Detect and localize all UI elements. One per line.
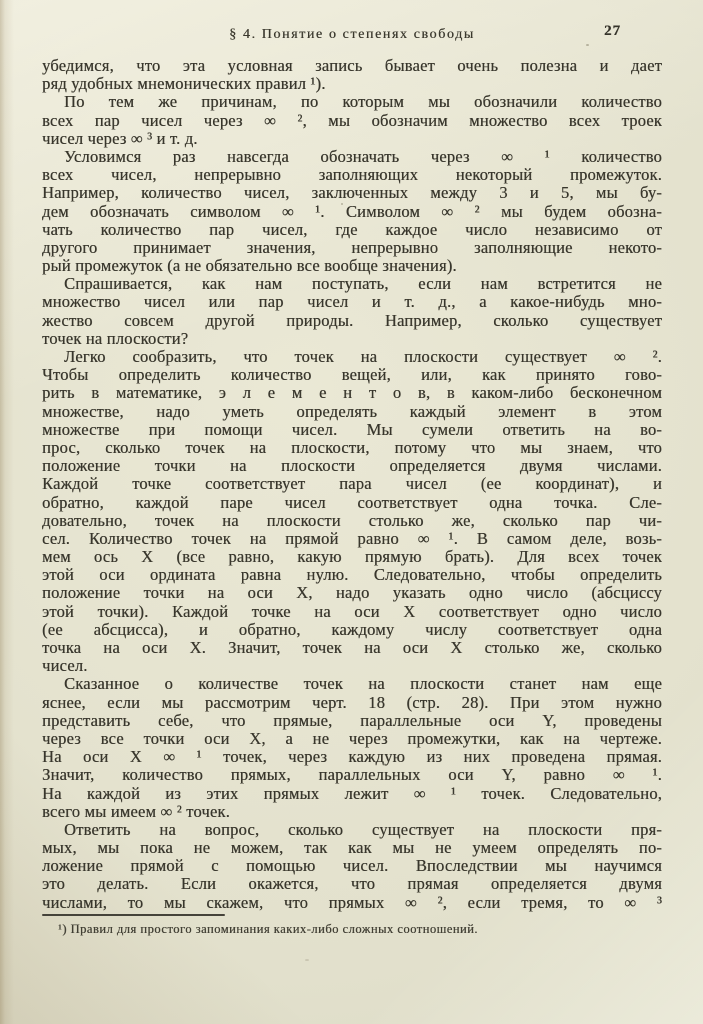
- paragraph: [42, 57, 662, 93]
- text-line: Легко сообразить, что точек на плоскости существует ∞ ².: [64, 348, 662, 366]
- text-line: представить себе, что прямые, параллельные оси Y, проведены: [42, 711, 662, 730]
- text-line: жество совсем другой природы. Например, сколько существует: [42, 311, 662, 330]
- paragraph: [42, 148, 662, 275]
- text-line: рить в математике, э л е м е н т о в, в каком-либо бесконечном: [42, 384, 662, 403]
- text-line: обратно, каждой паре чисел соответствует одна точка. Сле-: [42, 493, 662, 512]
- text-line: убедимся, что эта условная запись бывает очень полезна и дает: [42, 57, 662, 75]
- text-line: сел. Количество точек на прямой равно ∞ ¹. В самом деле, возь-: [42, 529, 662, 548]
- page-body: [42, 57, 662, 912]
- paragraph: [42, 675, 662, 821]
- paragraph: [42, 93, 662, 148]
- text-line: прос, сколько точек на плоскости, потому что мы знаем, что: [42, 438, 662, 457]
- text-line: через все точки оси X, а не через промежутки, как на чертеже.: [42, 729, 662, 748]
- text-line: чать количество пар чисел, где каждое число независимо от: [42, 220, 662, 239]
- text-line: всех пар чисел через ∞ ², мы обозначим множество всех троек: [42, 111, 662, 130]
- text-line: чисел через ∞ ³ и т. д.: [42, 129, 198, 148]
- text-line: Сказанное о количестве точек на плоскости станет нам еще: [64, 675, 662, 694]
- text-line: Каждой точке соответствует пара чисел (ее координат), и: [42, 475, 662, 494]
- text-line: числами, то мы скажем, что прямых ∞ ², если тремя, то ∞ ³: [42, 893, 662, 912]
- paragraph: [42, 821, 662, 912]
- text-line: множестве при помощи чисел. Мы сумели ответить на во-: [42, 420, 662, 439]
- text-line: другого принимает значения, непрерывно заполняющие некото-: [42, 238, 662, 257]
- page-number: 27: [604, 23, 621, 39]
- text-line: множестве, надо уметь определять каждый элемент в этом: [42, 402, 662, 421]
- text-line: положение точки на оси X, надо указать одно число (абсциссу: [42, 584, 662, 603]
- text-line: точка на оси X. Значит, точек на оси X столько же, сколько: [42, 639, 662, 657]
- page-title: § 4. Понятие о степенях свободы: [229, 27, 475, 42]
- text-line: этой точки). Каждой точке на оси X соответствует одно число: [42, 602, 662, 621]
- text-line: этой оси ордината равна нулю. Следовательно, чтобы определить: [42, 566, 662, 585]
- text-line: довательно, точек на плоскости столько же, сколько пар чи-: [42, 511, 662, 530]
- text-line: яснее, если мы рассмотрим черт. 18 (стр. 28). При этом нужно: [42, 693, 662, 712]
- text-line: По тем же причинам, по которым мы обозначили количество: [64, 93, 662, 112]
- text-line: это делать. Если окажется, что прямая определяется двумя: [42, 875, 662, 894]
- text-line: точек на плоскости?: [42, 329, 189, 348]
- paragraph: [42, 275, 662, 348]
- text-line: мем ось X (все равно, какую прямую брать). Для всех точек: [42, 548, 662, 567]
- text-line: всех чисел, непрерывно заполняющих некоторый промежуток.: [42, 166, 662, 185]
- text-line: дем обозначать символом ∞ ¹. Символом ∞ ² мы будем обозна-: [42, 202, 662, 221]
- text-line: Значит, количество прямых, параллельных оси Y, равно ∞ ¹.: [42, 766, 662, 785]
- paper-speck: [305, 959, 309, 961]
- text-line: Условимся раз навсегда обозначать через ∞ ¹ количество: [64, 147, 662, 166]
- text-line: (ее абсцисса), и обратно, каждому числу соответствует одна: [42, 620, 662, 639]
- footnote-text: ¹) Правил для простого запоминания каких-либо сложных соотношений.: [58, 922, 478, 936]
- text-line: мых, мы пока не можем, так как мы не умеем определять по-: [42, 839, 662, 858]
- text-line: ложение прямой с помощью чисел. Впоследствии мы научимся: [42, 857, 662, 876]
- text-line: Спрашивается, как нам поступать, если нам встретится не: [64, 275, 662, 294]
- text-line: ряд удобных мнемонических правил ¹).: [42, 75, 326, 94]
- text-line: На каждой из этих прямых лежит ∞ ¹ точек. Следовательно,: [42, 784, 662, 803]
- text-line: чисел.: [42, 657, 88, 676]
- text-line: Чтобы определить количество вещей, или, как принято гово-: [42, 366, 662, 385]
- paper-speck: [586, 44, 589, 46]
- text-line: всего мы имеем ∞ ² точек.: [42, 802, 230, 821]
- text-line: Например, количество чисел, заключенных между 3 и 5, мы бу-: [42, 184, 662, 203]
- footnote: [42, 922, 662, 937]
- paragraph: [42, 348, 662, 675]
- text-line: рый промежуток (а не обязательно все вообще значения).: [42, 257, 457, 276]
- text-line: положение точки на плоскости определяется двумя числами.: [42, 457, 662, 476]
- text-line: множество чисел или пар чисел и т. д., а какое-нибудь мно-: [42, 293, 662, 312]
- footnote-divider: [42, 914, 225, 916]
- text-line: Ответить на вопрос, сколько существует на плоскости пря-: [64, 820, 662, 839]
- paper-speck: [341, 203, 343, 205]
- text-line: На оси X ∞ ¹ точек, через каждую из них проведена прямая.: [42, 748, 662, 767]
